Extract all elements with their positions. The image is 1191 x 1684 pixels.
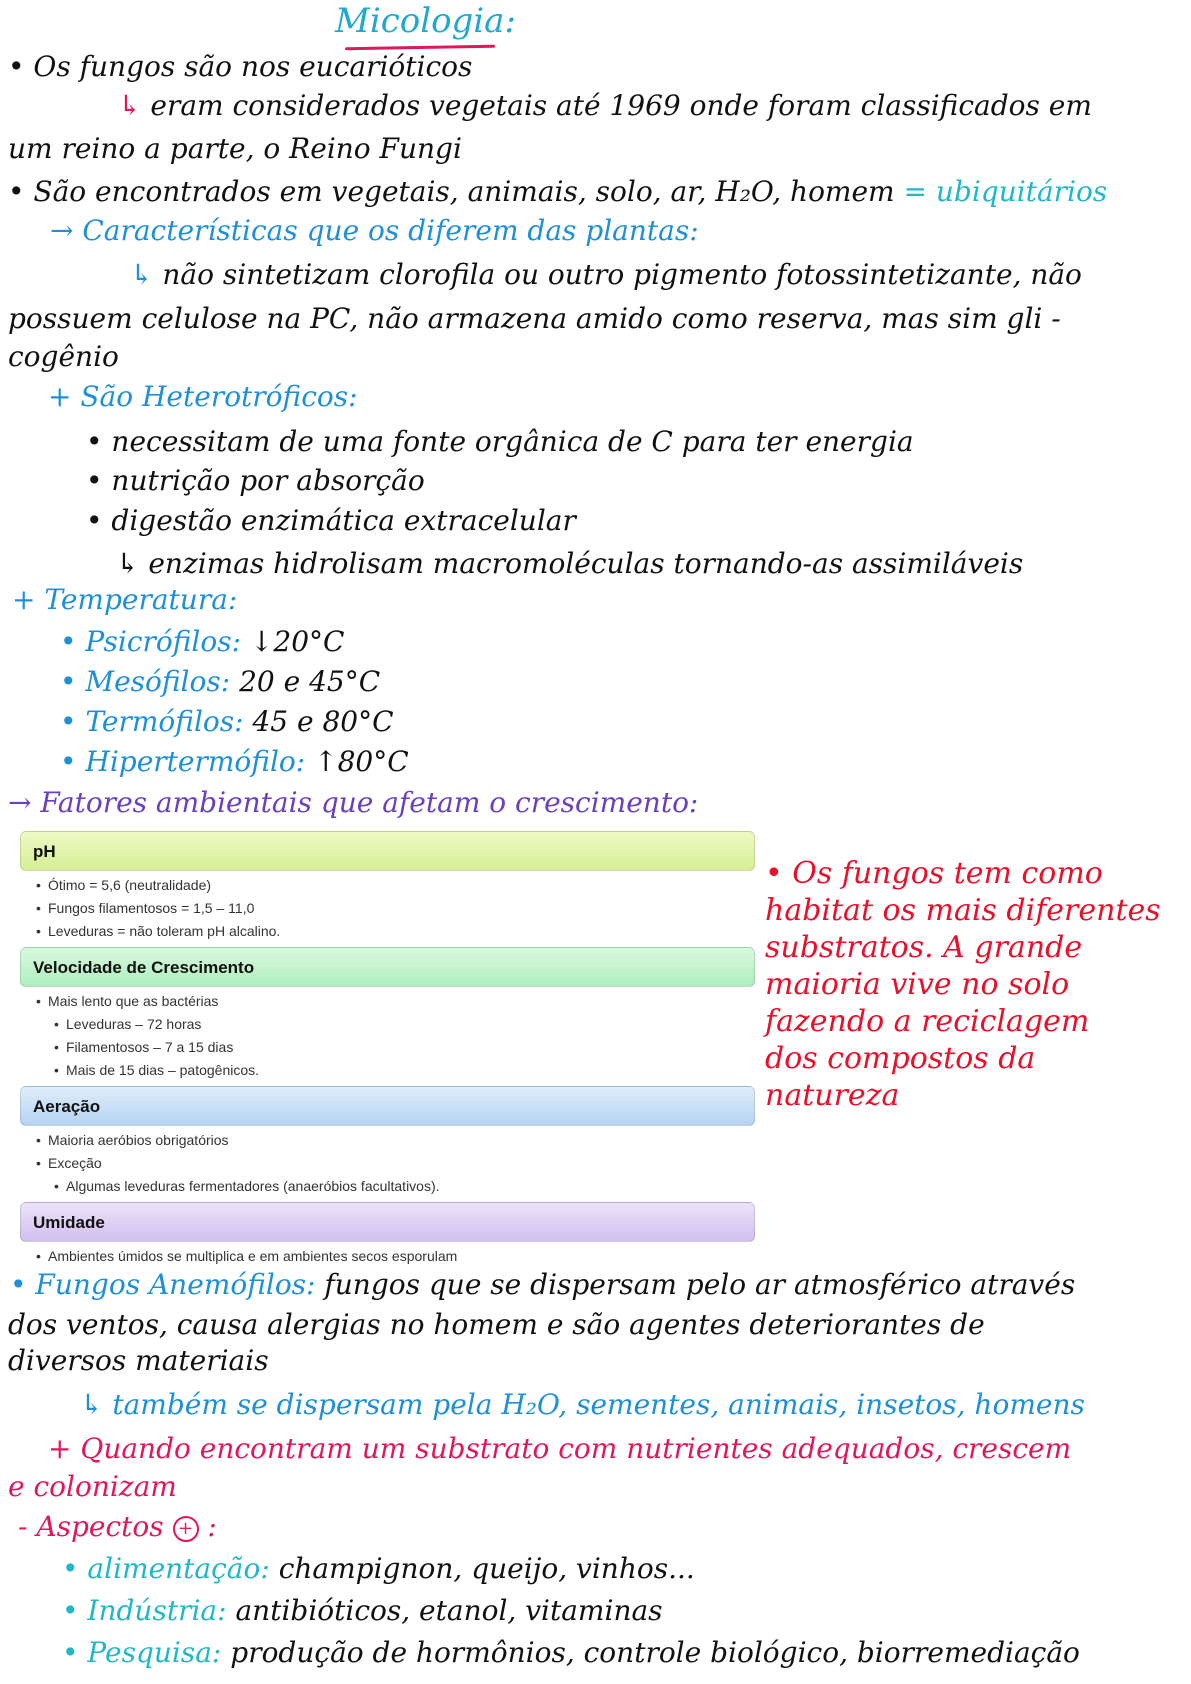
velocidade-header: Velocidade de Crescimento <box>20 947 755 987</box>
aspectos-label: • alimentação: <box>62 1552 270 1585</box>
temperatura-item <box>60 665 380 699</box>
intro-line-2 <box>118 89 1092 123</box>
table-item: • Ambientes úmidos se multiplica e em ambientes secos esporulam <box>20 1245 755 1268</box>
temperatura-item <box>60 705 394 739</box>
temperatura-label: • Psicrófilos: <box>60 625 242 658</box>
table-item: • Ótimo = 5,6 (neutralidade) <box>20 874 755 897</box>
anemofilos-line-1 <box>10 1268 1075 1302</box>
fatores-heading: → Fatores ambientais que afetam o crescimento: <box>8 786 699 819</box>
plus-circle-icon: + <box>173 1516 199 1542</box>
table-item: • Leveduras = não toleram pH alcalino. <box>20 920 755 943</box>
intro-line-4 <box>8 175 1107 209</box>
aspectos-label: • Indústria: <box>62 1594 227 1627</box>
fatores-table <box>20 831 755 1272</box>
temperatura-item <box>60 745 409 779</box>
table-subitem: • Leveduras – 72 horas <box>20 1013 755 1036</box>
page-title: Micologia: <box>335 1 516 41</box>
aspectos-item <box>62 1552 695 1586</box>
table-item: • Exceção <box>20 1152 755 1175</box>
heterotroficos-item: • digestão enzimática extracelular <box>86 504 576 537</box>
table-subitem: • Mais de 15 dias – patogênicos. <box>20 1059 755 1082</box>
aspectos-heading-line <box>18 1510 217 1544</box>
intro-line-4-text: • São encontrados em vegetais, animais, solo, ar, H₂O, homem <box>8 175 895 208</box>
arrow-icon: ↳ <box>130 258 154 291</box>
temperatura-label: • Termófilos: <box>60 705 244 738</box>
anemofilos-line-6: e colonizam <box>8 1470 177 1503</box>
anemofilos-line-5: + Quando encontram um substrato com nutrientes adequados, crescem <box>48 1432 1072 1465</box>
side-note-line: dos compostos da <box>765 1041 1036 1076</box>
aspectos-item <box>62 1636 1080 1670</box>
anemofilos-heading: • Fungos Anemófilos: <box>10 1268 316 1301</box>
table-item: • Fungos filamentosos = 1,5 – 11,0 <box>20 897 755 920</box>
ph-header: pH <box>20 831 755 871</box>
intro-line-2-text: eram considerados vegetais até 1969 onde foram classificados em <box>150 89 1092 122</box>
heterotroficos-sub: ↳ enzimas hidrolisam macromoléculas tornando-as assimiláveis <box>116 547 1024 580</box>
side-note-line: habitat os mais diferentes <box>765 893 1161 928</box>
aspectos-colon: : <box>207 1510 217 1543</box>
aspectos-label: • Pesquisa: <box>62 1636 222 1669</box>
aeracao-header: Aeração <box>20 1086 755 1126</box>
table-subitem: • Algumas leveduras fermentadores (anaeróbios facultativos). <box>20 1175 755 1198</box>
anemofilos-line-3: diversos materiais <box>8 1344 269 1377</box>
aspectos-value: produção de hormônios, controle biológico, biorremediação <box>230 1636 1080 1669</box>
ubiquitarios-label: = ubiquitários <box>903 175 1108 208</box>
caracteristicas-line-1 <box>130 258 1082 292</box>
temperatura-label: • Hipertermófilo: <box>60 745 306 778</box>
aspectos-value: antibióticos, etanol, vitaminas <box>235 1594 663 1627</box>
intro-line-1: • Os fungos são nos eucarióticos <box>8 50 473 83</box>
side-note-line: natureza <box>765 1078 900 1113</box>
side-note-line: fazendo a reciclagem <box>765 1004 1090 1039</box>
temperatura-label: • Mesófilos: <box>60 665 231 698</box>
temperatura-item <box>60 625 344 659</box>
temperatura-heading: + Temperatura: <box>12 583 238 616</box>
caracteristicas-line-2: possuem celulose na PC, não armazena amido como reserva, mas sim gli - <box>8 302 1061 335</box>
anemofilos-line-4: ↳ também se dispersam pela H₂O, sementes, animais, insetos, homens <box>80 1388 1085 1421</box>
umidade-header: Umidade <box>20 1202 755 1242</box>
intro-line-3: um reino a parte, o Reino Fungi <box>8 132 462 165</box>
caracteristicas-line-3: cogênio <box>8 340 119 373</box>
anemofilos-l1: fungos que se dispersam pelo ar atmosférico através <box>324 1268 1076 1301</box>
aspectos-heading: - Aspectos <box>18 1510 164 1543</box>
caracteristicas-line-1-text: não sintetizam clorofila ou outro pigmento fotossintetizante, não <box>162 258 1082 291</box>
table-item: • Maioria aeróbios obrigatórios <box>20 1129 755 1152</box>
heterotroficos-heading: + São Heterotróficos: <box>48 380 358 413</box>
heterotroficos-item: • nutrição por absorção <box>86 464 425 497</box>
aspectos-value: champignon, queijo, vinhos... <box>278 1552 695 1585</box>
temperatura-value: ↓20°C <box>249 625 345 658</box>
temperatura-value: 20 e 45°C <box>239 665 381 698</box>
arrow-icon: ↳ <box>118 89 142 122</box>
temperatura-value: ↑80°C <box>314 745 409 778</box>
caracteristicas-heading: → Características que os diferem das plantas: <box>50 214 699 247</box>
aspectos-item <box>62 1594 663 1628</box>
table-item: • Mais lento que as bactérias <box>20 990 755 1013</box>
heterotroficos-item: • necessitam de uma fonte orgânica de C para ter energia <box>86 425 914 458</box>
table-subitem: • Filamentosos – 7 a 15 dias <box>20 1036 755 1059</box>
side-note-line: • Os fungos tem como <box>765 856 1103 891</box>
anemofilos-line-2: dos ventos, causa alergias no homem e são agentes deteriorantes de <box>8 1308 985 1341</box>
side-note-line: substratos. A grande <box>765 930 1083 965</box>
temperatura-value: 45 e 80°C <box>252 705 394 738</box>
side-note-line: maioria vive no solo <box>765 967 1070 1002</box>
